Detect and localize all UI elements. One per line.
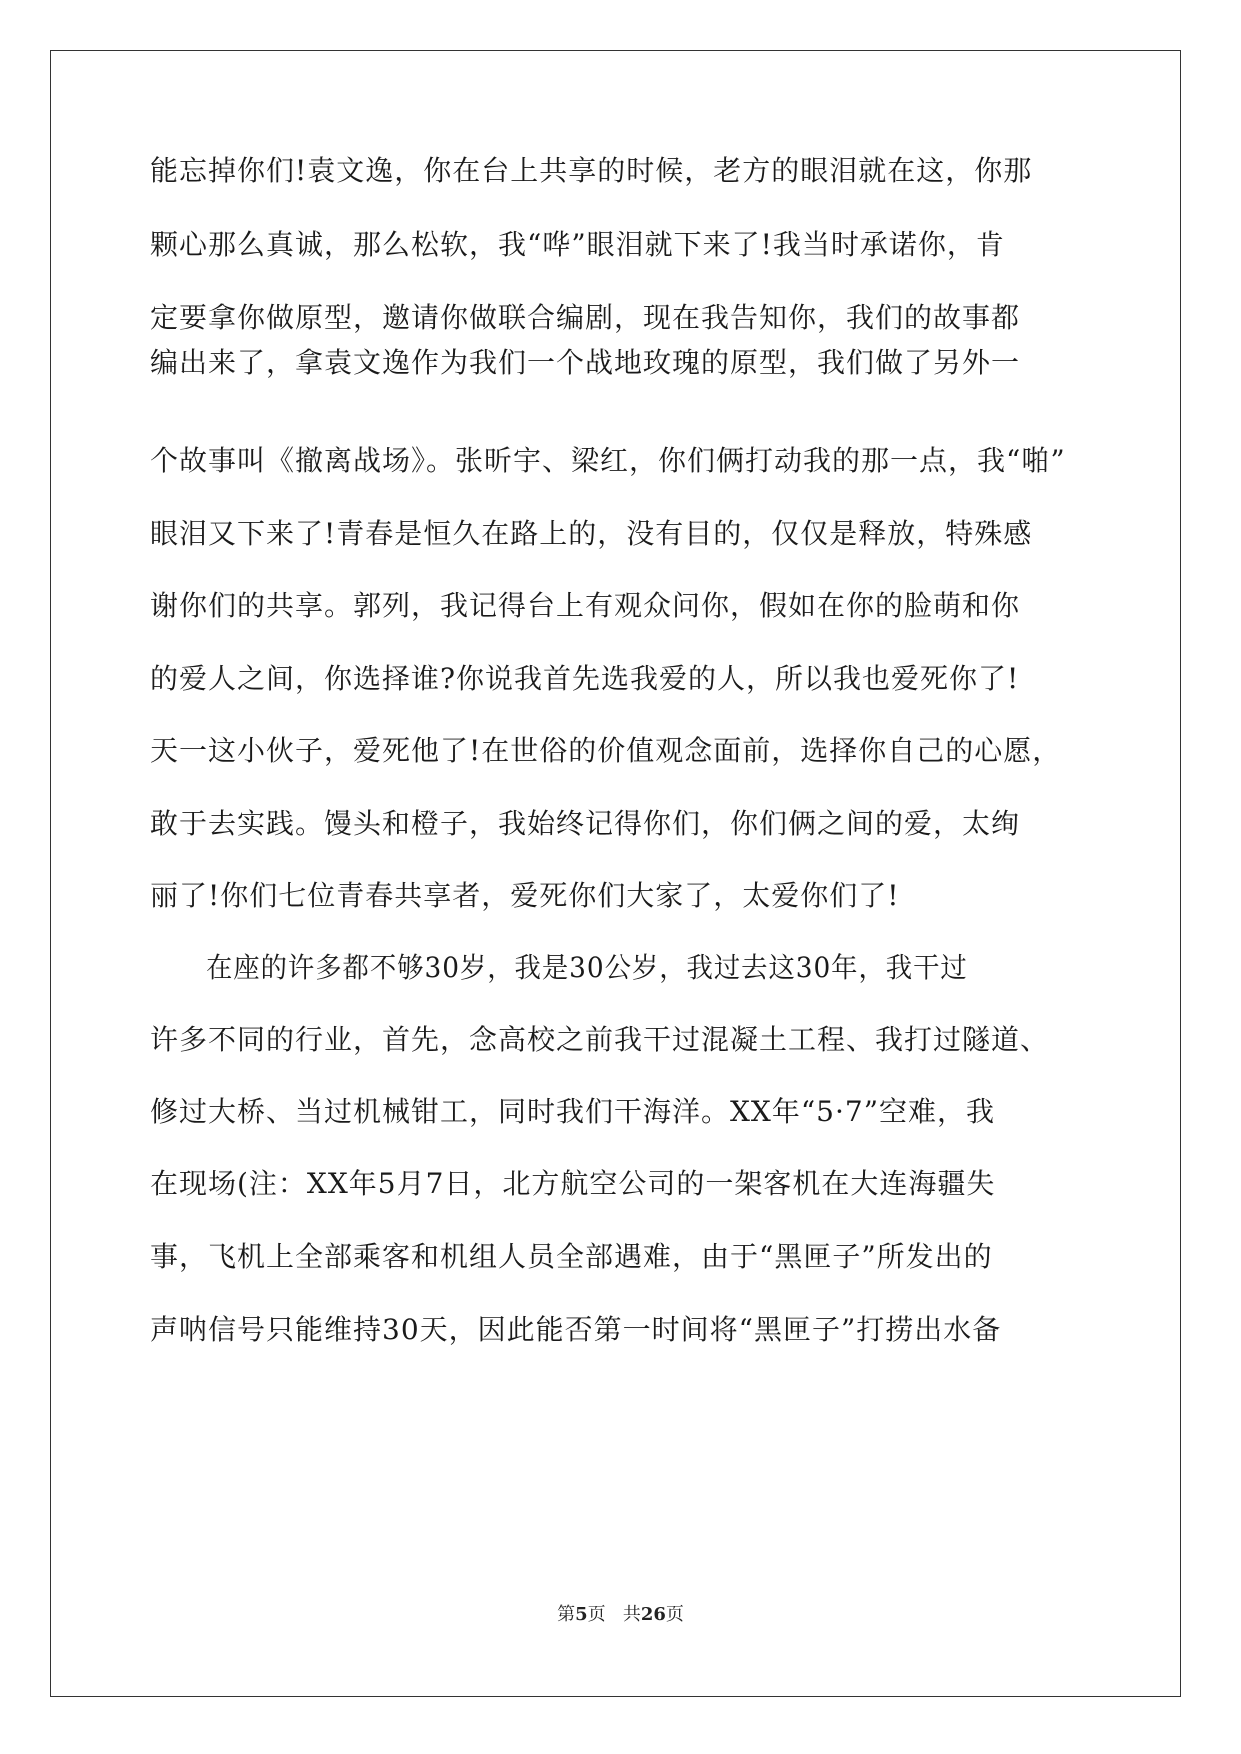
text-line: 能忘掉你们!袁文逸，你在台上共享的时候，老方的眼泪就在这，你那 <box>150 154 1033 187</box>
text-line: 定要拿你做原型，邀请你做联合编剧，现在我告知你，我们的故事都 <box>150 301 1021 334</box>
text-line: 个故事叫《撤离战场》。张昕宇、梁红，你们俩打动我的那一点，我“啪” <box>150 444 1066 477</box>
page-suffix: 页 <box>587 1604 606 1625</box>
text-line: 丽了!你们七位青春共享者，爱死你们大家了，太爱你们了! <box>150 879 900 912</box>
page-prefix: 第 <box>557 1604 576 1625</box>
total-prefix: 共 <box>622 1604 641 1625</box>
page-number: 5 <box>575 1604 588 1625</box>
total-pages: 26 <box>640 1604 666 1625</box>
text-line: 修过大桥、当过机械钳工，同时我们干海洋。XX年“5·7”空难，我 <box>150 1095 996 1128</box>
page-footer <box>0 1603 1241 1627</box>
text-line: 编出来了，拿袁文逸作为我们一个战地玫瑰的原型，我们做了另外一 <box>150 346 1021 379</box>
total-suffix: 页 <box>665 1604 684 1625</box>
text-line: 颗心那么真诚，那么松软，我“哗”眼泪就下来了!我当时承诺你，肯 <box>150 228 1005 261</box>
text-line: 天一这小伙子，爱死他了!在世俗的价值观念面前，选择你自己的心愿， <box>150 734 1062 767</box>
text-line: 事，飞机上全部乘客和机组人员全部遇难，由于“黑匣子”所发出的 <box>150 1240 993 1273</box>
text-line: 谢你们的共享。郭列，我记得台上有观众问你，假如在你的脸萌和你 <box>150 589 1021 622</box>
text-line: 眼泪又下来了!青春是恒久在路上的，没有目的，仅仅是释放，特殊感 <box>150 517 1033 550</box>
text-line: 声呐信号只能维持30天，因此能否第一时间将“黑匣子”打捞出水备 <box>150 1313 1002 1346</box>
text-line: 许多不同的行业，首先，念高校之前我干过混凝土工程、我打过隧道、 <box>150 1023 1050 1056</box>
text-line: 在现场(注：XX年5月7日，北方航空公司的一架客机在大连海疆失 <box>150 1167 996 1200</box>
paragraph-first-line: 在座的许多都不够30岁，我是30公岁，我过去这30年，我干过 <box>206 951 968 984</box>
text-line: 敢于去实践。馒头和橙子，我始终记得你们，你们俩之间的爱，太绚 <box>150 807 1021 840</box>
text-line: 的爱人之间，你选择谁?你说我首先选我爱的人，所以我也爱死你了! <box>150 662 1020 695</box>
